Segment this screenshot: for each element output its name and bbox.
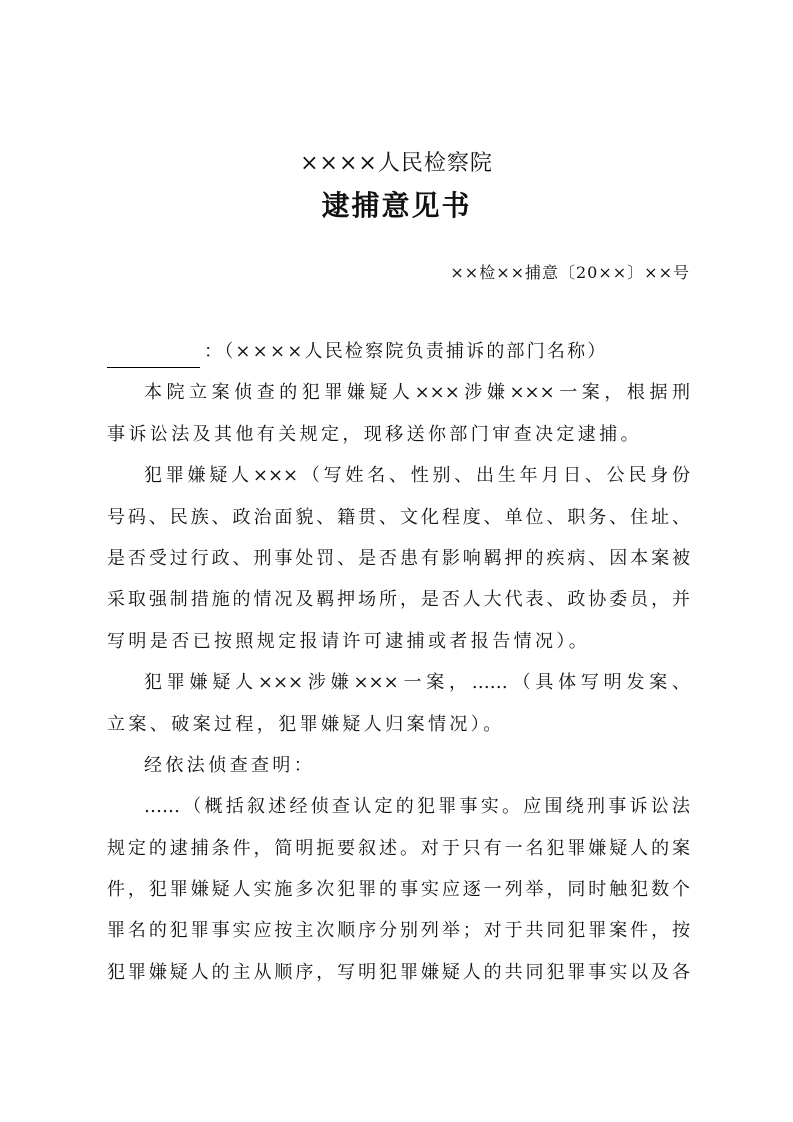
- addressee-blank[interactable]: [107, 345, 200, 368]
- paragraph: [107, 377, 690, 460]
- text-line: 写明是否已按照规定报请许可逮捕或者报告情况）。: [107, 630, 591, 652]
- text-line: ……（概括叙述经侦查认定的犯罪事实。应围绕刑事诉讼法: [144, 796, 690, 818]
- paragraph: [107, 750, 690, 791]
- reference-number: ××检××捕意〔20××〕××号: [450, 263, 690, 282]
- organization-name: ××××人民检察院: [300, 151, 493, 176]
- paragraph: [107, 460, 690, 667]
- addressee-line: [107, 336, 690, 377]
- text-line: 犯罪嫌疑人×××涉嫌×××一案，……（具体写明发案、: [144, 672, 690, 694]
- text-line: 罪名的犯罪事实应按主次顺序分别列举；对于共同犯罪案件，按: [107, 920, 690, 942]
- text-line: 采取强制措施的情况及羁押场所，是否人大代表、政协委员，并: [107, 589, 690, 611]
- text-line: 件，犯罪嫌疑人实施多次犯罪的事实应逐一列举，同时触犯数个: [107, 879, 690, 901]
- text-line: 是否受过行政、刑事处罚、是否患有影响羁押的疾病、因本案被: [107, 547, 690, 569]
- text-line: 号码、民族、政治面貌、籍贯、文化程度、单位、职务、住址、: [107, 506, 690, 528]
- text-line: 规定的逮捕条件，简明扼要叙述。对于只有一名犯罪嫌疑人的案: [107, 837, 690, 859]
- text-line: 犯罪嫌疑人的主从顺序，写明犯罪嫌疑人的共同犯罪事实以及各: [107, 961, 690, 983]
- addressee-text: ：（××××人民检察院负责捕诉的部门名称）: [204, 341, 608, 362]
- text-line: 经依法侦查查明：: [144, 754, 316, 776]
- paragraph: [107, 791, 690, 998]
- document-body: [107, 336, 690, 998]
- text-line: 犯罪嫌疑人×××（写姓名、性别、出生年月日、公民身份: [144, 465, 690, 487]
- document-title: 逮捕意见书: [321, 189, 472, 222]
- paragraph: [107, 667, 690, 750]
- text-line: 事诉讼法及其他有关规定，现移送你部门审查决定逮捕。: [107, 423, 642, 445]
- paragraphs: [107, 377, 690, 998]
- text-line: 本院立案侦查的犯罪嫌疑人×××涉嫌×××一案，根据刑: [144, 382, 690, 404]
- text-line: 立案、破案过程，犯罪嫌疑人归案情况）。: [107, 713, 505, 735]
